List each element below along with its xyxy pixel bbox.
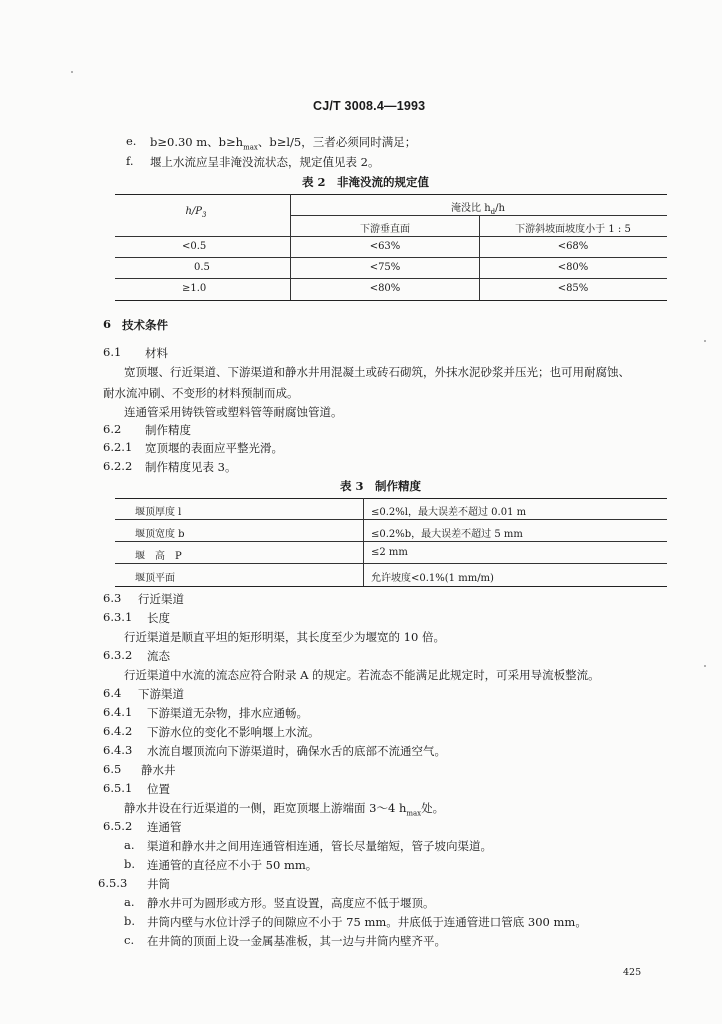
s6-1-para1-line2: 耐水流冲刷、不变形的材料预制而成。 [103, 386, 299, 400]
table2-subheader-slope: 下游斜坡面坡度小于 1 : 5 [515, 224, 631, 235]
s6-3-number: 6.3 [103, 591, 122, 605]
s6-2-1-number: 6.2.1 [103, 440, 133, 454]
s6-5-number: 6.5 [103, 762, 122, 776]
item-f-label: f. [126, 154, 134, 168]
table2-row3-vertical: <80% [369, 283, 401, 294]
s6-2-1-text: 宽顶堰的表面应平整光滑。 [145, 441, 283, 455]
table2-caption: 表 2 非淹没流的规定值 [302, 175, 430, 189]
s6-5-2-item-a-label: a. [124, 838, 135, 852]
s6-5-1-text: 静水井设在行近渠道的一侧，距宽顶堰上游端面 3～4 $h_{max}$处。 [124, 801, 445, 818]
s6-5-3-item-a-label: a. [124, 895, 135, 909]
s6-5-title: 静水井 [141, 763, 176, 777]
s6-5-3-item-b-text: 井筒内壁与水位计浮子的间隙应不小于 75 mm。井底低于连通管进口管底 300 mm。 [147, 915, 587, 929]
table3-row2-value: ≤0.2%b，最大误差不超过 5 mm [371, 529, 523, 540]
table3-row1-item: 堰顶厚度 l [135, 507, 182, 518]
s6-2-2-text: 制作精度见表 3。 [145, 460, 237, 474]
s6-5-2-item-a-text: 渠道和静水井之间用连通管相连通，管长尽量缩短，管子坡向渠道。 [147, 839, 492, 853]
table2-row2-slope: <80% [557, 262, 589, 273]
s6-4-3-text: 水流自堰顶流向下游渠道时，确保水舌的底部不流通空气。 [147, 744, 446, 758]
s6-1-title: 材料 [145, 346, 168, 360]
s6-3-2-text: 行近渠道中水流的流态应符合附录 A 的规定。若流态不能满足此规定时，可采用导流板整流。 [124, 668, 600, 682]
s6-5-3-title: 井筒 [147, 877, 170, 891]
page-number: 425 [623, 967, 642, 978]
scan-speck [704, 665, 706, 667]
s6-4-3-number: 6.4.3 [103, 743, 133, 757]
s6-4-2-number: 6.4.2 [103, 724, 133, 738]
table2-group-header: 淹没比 $h_d/h$ [451, 203, 505, 216]
s6-5-2-item-b-text: 连通管的直径应不小于 50 mm。 [147, 858, 318, 872]
s6-5-2-item-b-label: b. [124, 857, 136, 871]
item-f-text: 堰上水流应呈非淹没流状态，规定值见表 2。 [150, 155, 380, 169]
table2-row2-hp: 0.5 [194, 262, 210, 273]
table2-row1-vertical: <63% [369, 241, 401, 252]
s6-5-2-title: 连通管 [147, 820, 182, 834]
scan-speck [71, 71, 73, 73]
s6-4-1-number: 6.4.1 [103, 705, 133, 719]
s6-4-number: 6.4 [103, 686, 122, 700]
table2-row1-slope: <68% [557, 241, 589, 252]
s6-2-2-number: 6.2.2 [103, 459, 133, 473]
scan-speck [704, 340, 706, 342]
table2-row1-hp: <0.5 [182, 241, 207, 252]
table3-row2-item: 堰顶宽度 b [135, 529, 185, 540]
table2-row2-vertical: <75% [369, 262, 401, 273]
table3-row3-value: ≤2 mm [371, 547, 408, 558]
s6-1-para2: 连通管采用铸铁管或塑料管等耐腐蚀管道。 [124, 405, 343, 419]
s6-3-2-number: 6.3.2 [103, 648, 133, 662]
table2-subheader-vertical: 下游垂直面 [360, 224, 410, 235]
s6-5-3-item-a-text: 静水井可为圆形或方形。竖直设置，高度应不低于堰顶。 [147, 896, 435, 910]
s6-3-1-number: 6.3.1 [103, 610, 133, 624]
table2-row3-hp: ≥1.0 [182, 283, 207, 294]
s6-5-3-item-c-text: 在井筒的顶面上设一金属基准板，其一边与井筒内壁齐平。 [147, 934, 446, 948]
s6-4-2-text: 下游水位的变化不影响堰上水流。 [147, 725, 320, 739]
s6-3-title: 行近渠道 [138, 592, 184, 606]
s6-2-title: 制作精度 [145, 423, 191, 437]
s6-1-number: 6.1 [103, 345, 122, 359]
table3-caption: 表 3 制作精度 [340, 479, 422, 493]
s6-3-1-text: 行近渠道是顺直平坦的矩形明渠，其长度至少为堰宽的 10 倍。 [124, 630, 445, 644]
s6-5-3-item-b-label: b. [124, 914, 136, 928]
standard-code: CJ/T 3008.4—1993 [313, 99, 426, 113]
item-e-label: e. [126, 134, 137, 148]
section6-number: 6 [103, 317, 112, 331]
s6-5-1-number: 6.5.1 [103, 781, 133, 795]
s6-4-1-text: 下游渠道无杂物，排水应通畅。 [147, 706, 308, 720]
s6-4-title: 下游渠道 [138, 687, 184, 701]
s6-5-3-number: 6.5.3 [98, 876, 128, 890]
s6-5-3-item-c-label: c. [124, 933, 135, 947]
table3-row4-item: 堰顶平面 [135, 573, 175, 584]
s6-1-para1-line1: 宽顶堰、行近渠道、下游渠道和静水井用混凝土或砖石砌筑，外抹水泥砂浆并压光；也可用耐腐蚀、 [124, 365, 630, 379]
s6-5-2-number: 6.5.2 [103, 819, 133, 833]
s6-3-1-title: 长度 [147, 611, 170, 625]
section6-title: 技术条件 [122, 318, 168, 332]
table2-col1-header: $h/P_3$ [185, 206, 207, 219]
s6-3-2-title: 流态 [147, 649, 170, 663]
item-e-text: b≥0.30 m、$b\ge h_{max}$、b≥l/5，三者必须同时满足； [150, 135, 417, 152]
table3-row1-value: ≤0.2%l，最大误差不超过 0.01 m [371, 507, 527, 518]
table3-row3-item: 堰 高 P [135, 551, 182, 562]
table3-row4-value: 允许坡度<0.1%(1 mm/m) [371, 573, 494, 584]
s6-2-number: 6.2 [103, 422, 122, 436]
s6-5-1-title: 位置 [147, 782, 170, 796]
table2-row3-slope: <85% [557, 283, 589, 294]
